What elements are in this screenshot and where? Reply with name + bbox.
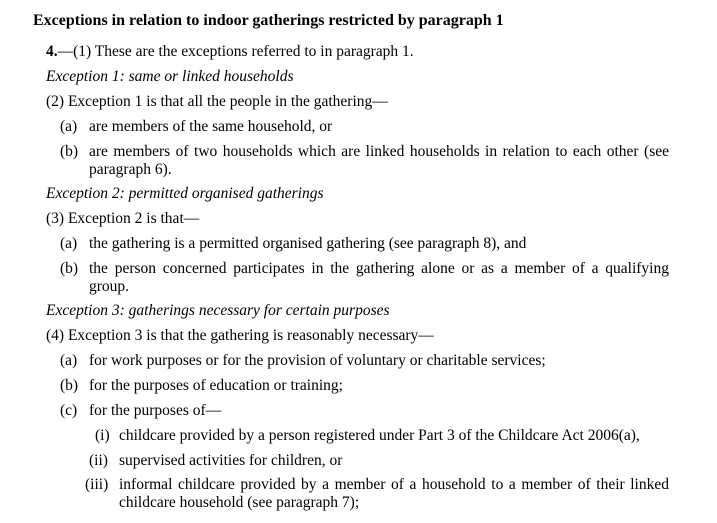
exception-3-subitem-i-label: (i) [95, 427, 110, 444]
exception-1-lead: (2) Exception 1 is that all the people in the gathering— [46, 93, 388, 110]
exception-3-subitem-ii-label: (ii) [89, 452, 108, 469]
exception-3-item-c-label: (c) [60, 402, 78, 419]
exception-3-lead: (4) Exception 3 is that the gathering is reasonably necessary— [46, 327, 434, 344]
exception-2-lead: (3) Exception 2 is that— [46, 210, 200, 227]
exception-3-item-b-label: (b) [60, 377, 79, 394]
paragraph-4-intro [46, 43, 414, 61]
exception-2-item-b-text: the person concerned participates in the gathering alone or as a member of a qualifying group. [89, 260, 669, 295]
exception-3-subitem-i-text: childcare provided by a person registered under Part 3 of the Childcare Act 2006(a), [119, 427, 640, 444]
exception-3-title: Exception 3: gatherings necessary for certain purposes [46, 302, 390, 319]
paragraph-4-text: —(1) These are the exceptions referred to in paragraph 1. [57, 43, 414, 60]
section-heading: Exceptions in relation to indoor gatherings restricted by paragraph 1 [33, 12, 504, 29]
exception-1-item-b-text: are members of two households which are linked households in relation to each other (see paragraph 6). [89, 143, 669, 178]
exception-3-item-a-text: for work purposes or for the provision of voluntary or charitable services; [89, 352, 546, 369]
exception-3-subitem-iii-label: (iii) [85, 476, 109, 493]
exception-3-item-c-text: for the purposes of— [89, 402, 222, 419]
exception-1-item-b-label: (b) [60, 143, 79, 160]
exception-3-subitem-iii-text: informal childcare provided by a member of a household to a member of their linked childcare household (see paragraph 7); [119, 476, 669, 511]
exception-1-item-a-text: are members of the same household, or [89, 118, 333, 135]
exception-2-item-a-label: (a) [60, 235, 78, 252]
exception-1-item-a-label: (a) [60, 118, 78, 135]
exception-3-item-a-label: (a) [60, 352, 78, 369]
exception-2-item-b-label: (b) [60, 260, 79, 277]
exception-2-item-a-text: the gathering is a permitted organised gathering (see paragraph 8), and [89, 235, 527, 252]
exception-1-title: Exception 1: same or linked households [46, 68, 294, 85]
exception-3-subitem-ii-text: supervised activities for children, or [119, 452, 343, 469]
paragraph-number: 4. [46, 43, 58, 60]
exception-3-item-b-text: for the purposes of education or training; [89, 377, 343, 394]
exception-2-title: Exception 2: permitted organised gatherings [46, 185, 324, 202]
